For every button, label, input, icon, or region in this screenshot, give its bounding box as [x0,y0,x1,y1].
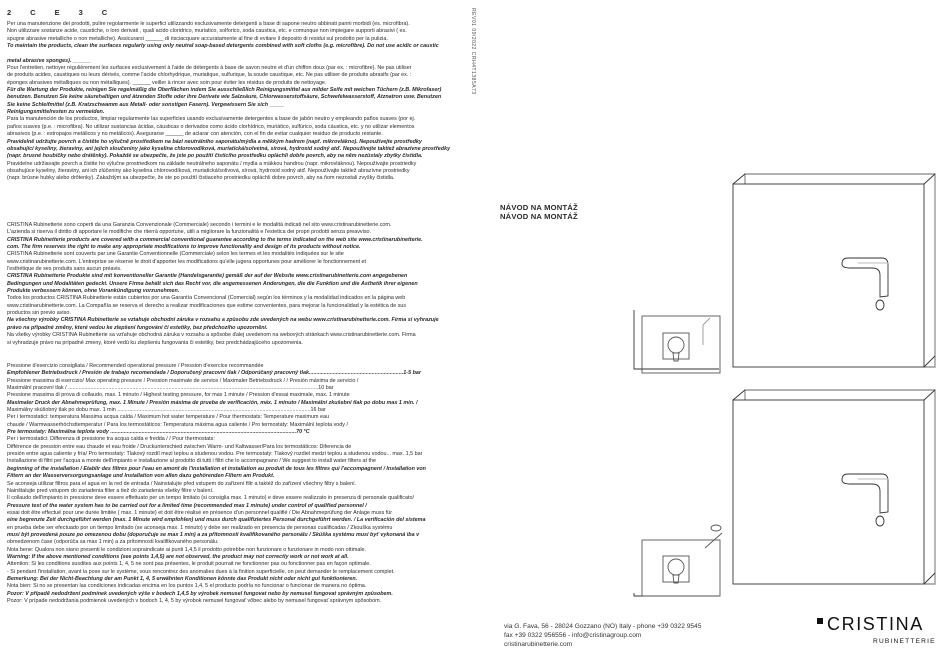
cristina-logo [817,614,943,648]
text-line: Pressione d'esercizio consigliata / Recommended operational pressure / Pression d'exercice recommandée [7,363,264,369]
text-line: Pravidelne udržiavajte povrch a čistite ho výlučne prostriedkom na základe neutrálneho saponátu / mydla a mäkkou handrou (napr. mikrovláknou). Nepoužívajte prostriedky [7,160,417,167]
text-line: éponges abrasives métalliques ou non métalliques). ______ veiller à rincer avec soin pour éviter les résidus de produits de nettoyage. [7,79,327,86]
text-line: obmedzenom čase (odporúča sa max 1 min) a za prítomnosti kvalifikovaného personálu. [7,539,219,546]
text-line: Pozor: V prípade nedodržania podmienok uvedených v bodoch 1, 4, 5 by výrobok nemusel fungovať vôbec alebo by nemusel fungovať správnym spôsobom. [7,598,382,604]
text-line: com. The firm reserves the right to make any appropriate modifications to improve functionality and design of its products without notice. [7,244,361,251]
text-line: Reinigungsmittelresten zu vermeiden. [7,109,105,116]
logo-subtitle: RUBINETTERIE [873,638,936,645]
text-line: Non utilizzare sostanze acide, caustiche, o loro derivati , quali acido cloridrico, muriatico, solforico, soda caustica, etc. e comunque non impiegare supporti abrasivi ( es. [7,28,407,35]
text-line: Bedingungen und Modalitäten gedeckt. Unsere Firma behält sich das Recht vor, die angemessenen Änderungen, die die Funktion und die Ästhetik ihrer eigenen [7,280,418,287]
text-line: Différence de pression entre eau chaude et eau froide / Druckunterschied zwischen Warm- und Kaltwasser/Para los termostáticos: Diferencia de [7,443,352,450]
mixer-drawing-top [733,174,935,367]
logo-brand: CRISTINA [827,614,924,634]
text-line: Todos los productos CRISTINA Rubinetterie están cubiertos por una Garantía Convencional (Comercial) según los términos y la modalidad indicados en la página web [7,295,406,302]
text-line: Produkte verbessern können, ohne Vorankündigung vorzunehmen. [7,288,180,295]
text-line: Il collaudo dell'impianto in pressione deve essere effettuato per un tempo limitato (si consiglia max. 1 minuto) e deve essere realizzato in presenza di personale qualificato/ [7,495,414,502]
text-line: Nota bien: Si no se presentan las condiciones indicadas encima en los puntos 1,4, 5 el producto podría no funcionar o funcionar de manera no óptima. [7,583,367,590]
text-line: eine begrenzte Zeit durchgeführt werden (max. 1 Minute wird empfohlen) und muss durch qualifiziertes Personal durchgeführt werden. / La verificación del sistema [7,517,426,524]
footer-contact: fax +39 0322 956556 - info@cristinagroup.com [504,631,642,639]
text-line: Nota bene: Qualora non siano presenti le condizioni sopraindicate ai punti 1,4,5 il prodotto potrebbe non funzionare o funzionare in modo non ottimale. [7,546,367,553]
text-line: Pre termostaty: Maximálna teplota vody ............................................................................................................................70 °C [7,429,310,436]
text-line: si vyhradzuje právo na prípadné zmeny, ktoré vedú ku zlepšeniu fungovania či estetiky, bez predchádzajúceho upozornenia. [7,339,303,346]
text-line: právo na případné změny, které vedou ke zlepšení fungování či estetiky, bez předchozího upozornění. [7,324,268,331]
text-line: Sie keine Schleifmittel (z.B. Kratzschwamm aus Metall- oder sonstigen Fasern). Vergewissern Sie sich _____ [7,101,285,108]
text-line: obsahujúce kyseliny, žieraviny, ani ich zlúčeniny ako kyselina chlorovodíková, muriatická/solivová, sírová, hydroxid sodný atď. Nepoužívajte taktiež abrazívne prostriedky [7,167,410,174]
document-code-text: REV01 09/2022 CRH4T1385A73 [470,8,476,95]
footer-address: via G. Fava, 56 - 28024 Gozzano (NO) Italy - phone +39 0322 9545 [504,623,702,630]
text-line: - Si pendant l'installation, avant la pose sur le système, vous rencontrez des anomalies dues à la finition superficielle, on peut demander le remplacement complet. [7,568,395,575]
text-line: CRISTINA Rubinetterie sont couverts par une Garantie Conventionnelle (Commerciale) selon les termes et les modalités indiquées sur le site [7,251,344,258]
text-line: Maximální pracovní tlak / .......................................................................................................................................................................10 bar [7,385,334,392]
text-line: paños suaves (p.e. : microfibra). No utilizar sustancias ácidas, cáusticas o derivados como ácido clorhídrico, muriático, sulfúrico, soda cáustica, etc. y no utilizar elementos [7,123,415,130]
text-line: metal abrasive sponges). ______ [7,57,91,64]
header-glyph: 2 [7,8,13,17]
text-line: www.cristinarubinetterie.com. L'entreprise se réserve le droit d'apporter les modifications qu'elle jugera opportunes pour améliorer le fonctionnement et [7,258,367,265]
text-line: Nainštalujte pred vstupom do zariadenia filter a tiež do zariadenia všetky filtre v balení. [7,487,214,494]
text-line: productos sin previo aviso. [7,310,71,317]
text-line: l'esthétique de ses produits sans aucun préavis. [7,266,122,273]
text-line: en prueba debe ser efectuado por un tiempo limitado (se aconseja max. 1 minuto) y debe ser realizado en presencia de personas cualificadas / Zkouška systému [7,524,393,531]
valve-body-drawing-top [634,310,720,373]
text-line: spugne abrasive metalliche o non metalliche). Assicurarsi ______ di risciacquare accuratamente al fine di evitare il deposito di residui sul prodotto per la pulizia. [7,35,388,42]
text-line: Pour l'entretien, nettoyer régulièrement les surfaces exclusivement à l'aide de détergents à base de savon neutre et d'un chiffon doux (par ex. : microfibre). Ne pas utiliser [7,65,412,72]
text-line: musí být provedená pouze po omezenou dobu (doporučuje se max 1 min) a za přítomnosti kvalifikovaného personálu / Skúška systému musí byť vykonaná iba v [7,531,420,538]
text-line: Pressione massima di prova di collaudo, max. 1 minuto / Highest testing pressure, for max 1 minute / Pression d'essai maximale, max. 1 minute [7,392,350,399]
text-line: presión entre agua caliente y fría/ Pro termostaty: Tlakový rozdíl mezi teplou a studenou vodou. Pre termostaty: Tlakový rozdiel medzi teplou a studenou vodou... max. 1,5 bar [7,451,423,458]
text-line: de produits acides, caustiques ou leurs dérivés, comme l'acide chlorhydrique, muriatique, sulfurique, la soude caustique, etc. Ne pas utiliser de produits abrasifs (par ex. : [7,72,412,79]
text-line: Bemerkung: Bei der Nicht-Beachtung der am Punkt 1, 4, 5 erwähnten Konditionen könnte das Produkt nicht oder nicht gut funktionieren. [7,575,358,582]
text-line: L'azienda si riserva il diritto di apportare le modifiche che riterrà opportune, utili a migliorare la funzionalità e l'estetica dei propri prodotti senza preavviso. [7,229,372,236]
text-line: CRISTINA Rubinetterie Produkte sind mit konventioneller Garantie (Handelsgarantie) gemäß der auf der Website www.cristinarubinetterie.com angegebenen [7,273,408,280]
text-line: Per una manutenzione dei prodotti, pulire regolarmente le superfici utilizzando esclusivamente detergenti a base di sapone neutro abbinati panni morbidi (es. microfibra). [7,21,410,27]
text-line: Maximaler Druck der Abnahmeprüfung, max. 1 Minute / Presión máxima de prueba de verificación, máx. 1 minuto / Maximální zkušební tlak po dobu max 1 min. / [7,399,418,406]
text-line: Installazione di filtri per l'acqua a monte dell'impianto e installazione al prodotto di tutti i filtri che lo accompagnano / We suggest to install water filters at the [7,458,377,465]
text-line: Filtern an der Wasserversorgungsanlage und Installation von allen dazu gehörenden Filtern am Produkt. [7,473,275,480]
text-line: chaude / Warmwasserhöchsttemperatur / Para los termostáticos: Temperatura máxima agua caliente / Pro termostaty: Maximální teplota vody / [7,421,348,428]
text-line: Na všetky výrobky CRISTINA Rubinetterie sa vzťahuje obchodná záruka v rozsahu a spôsobe ďalej uvedenom na webových stránkach www.cristinarubinetterie.com. Firma [7,332,416,339]
text-line: Maximálny skúšobný tlak po dobu max. 1 min .................................................................................................................................16 bar [7,407,326,414]
text-line: (napr. brusné houbičky nebo drátěnky). Pokaždé se ubezpečte, že jste po použití čisticího prostředku opláchli dobře povrch, aby na něm nezůstaly zbytky čistidla. [7,153,423,160]
text-line: CRISTINA Rubinetterie sono coperti da una Garanzia Convenzionale (Commerciale) secondo i termini e le modalità indicati nel sito www.cristinarubinetterie.com. [7,222,392,228]
valve-body-drawing-bottom [634,525,722,596]
text-line: Per i termostatici: Differenza di pressione tra acqua calda e fredda / / Pour thermostats: [7,436,215,443]
text-line: Pravidelně udržujte povrch a čistěte ho výlučně prostředkem na bázi neutrálního saponátu/mýdla a měkkým hadrem (např. mikrovlákno). Nepoužívejte prostředky [7,138,422,145]
text-line: beginning of the installation / Etablir des filtres pour l'eau en amont de l'installation et installation au produit de tous les filtres qui l'accompagnent / Installation von [7,465,426,472]
text-line: Pressure test of the water system has to be carried out for a limited time (recommended max 1 minute) under control of qualified personnel / [7,502,367,509]
text-line: (napr. brúsne hubky alebo drôtenky). Zakaždým sa ubezpečte, že ste po použití čistiaceho prostriedku opláchli dobre povrch, aby na ňom nezostali zvyšky čistidla. [7,175,395,182]
installation-title-1: NÁVOD NA MONTÁŽ [500,203,578,212]
footer-website[interactable]: cristinarubinetterie.com [504,640,573,648]
text-line: Se aconseja utilizar filtros para el agua en la red de entrada / Nainstalujte před vstupem do zařízení filtr a taktéž do zařízení všechny filtry s balení. [7,480,357,487]
mixer-drawing-bottom [733,390,935,584]
text-line: Per i termostatici: temperatura Massima acqua calda / Maximum hot water temperature / Pour thermostats: Temperature maximum eau [7,414,329,421]
installation-title-2: NÁVOD NA MONTÁŽ [500,212,578,221]
text-line: abrasivos (p.e. : estropajos metálicos y no metálicos). Asegurarse ______ de aclarar con atención, con el fin de evitar cualquier residuo de producto restante. [7,131,383,138]
company-footer [504,623,701,649]
text-line: Für die Wartung der Produkte, reinigen Sie regelmäßig die Oberflächen indem Sie ausschließlich Reinigungsmittel aus milder Seife mit weichen Tüchern (z.B. Mikrofaser) [7,87,442,94]
header-glyph: C [30,8,37,17]
text-line: benutzen. Benutzen Sie keine säurehaltigen und ätzenden Stoffe oder ihre Derivate wie Salzsäure, Chlorwasserstoffsäure, Schwefelwasserstoff, Ätznatron usw. Benutzen [7,94,442,101]
text-line: CRISTINA Rubinetterie products are covered with a commercial conventional guarantee according to the terms indicated on the web site www.cristinarubinetterie. [7,236,423,243]
header-glyph: C [101,8,109,17]
header-glyph: 3 [78,8,84,17]
header-glyph: E [54,8,61,17]
text-line: www.cristinarubinetterie.com. La Compañía se reserva el derecho a realizar modificaciones que estime convenientes, para mejorar la funcionalidad y la estética de sus [7,302,407,309]
text-line: Para la manutención de los productos, limpiar regularmente las superficies usando exclusivamente detergentes a base de jabón neutro y empleando paños suaves (por ej. [7,116,416,123]
logo-square-icon [817,618,823,624]
text-line: Warning: If the above mentioned conditions (see points 1,4,5) are not observed, the product may not correctly work or not work at all. [7,553,349,560]
text-line: Empfohlener Betriebsdruck / Presión de trabajo recomendada / Doporučený pracovní tlak / Odporúčaný pracovný tlak...............................................................1-5 bar [7,370,421,377]
text-line: essai doit être effectué pour une durée limitée ( max. 1 minute) et doit être réalisé en présence d'un personnel qualifié / Die Abnahmeprüfung der Anlage muss für [7,509,393,516]
text-line: Pressione massima di esercizio/ Max operating pressure / Pression maximale de service / Maximaler Betriebsdruck / / Presión máxima de servicio / [7,377,359,384]
text-line: Pozor: V případě nedodržení podmínek uvedených výše v bodech 1,4,5 by výrobek nemusel fungovat nebo by nemusel fungovat správným způsobem. [7,590,393,597]
text-line: To maintain the products, clean the surfaces regularly using only neutral soap-based detergents combined with soft cloths (e.g. microfibre). Do not use acidic or caustic [7,43,439,50]
text-line: Na všechny výrobky CRISTINA Rubinetterie se vztahuje obchodní záruka v rozsahu a způsobu zde uvedených na webu www.cristinarubinetterie.com. Firma si vyhrazuje [7,317,439,324]
text-line: obsahující kyseliny, žieraviny, ani jejich sloučeniny jako kyselina chlorovodíková, muriatická/solvetná, sírová, hydroxid sodný atď. Nepoužívejte taktiež abrazívne prostředky [7,145,451,152]
text-line: Attention: Si les conditions susdites aux points 1, 4, 5 ne sont pas présentes, le produit pourrait ne fonctionner pas ou fonctionner pas en façon optimale. [7,561,371,568]
